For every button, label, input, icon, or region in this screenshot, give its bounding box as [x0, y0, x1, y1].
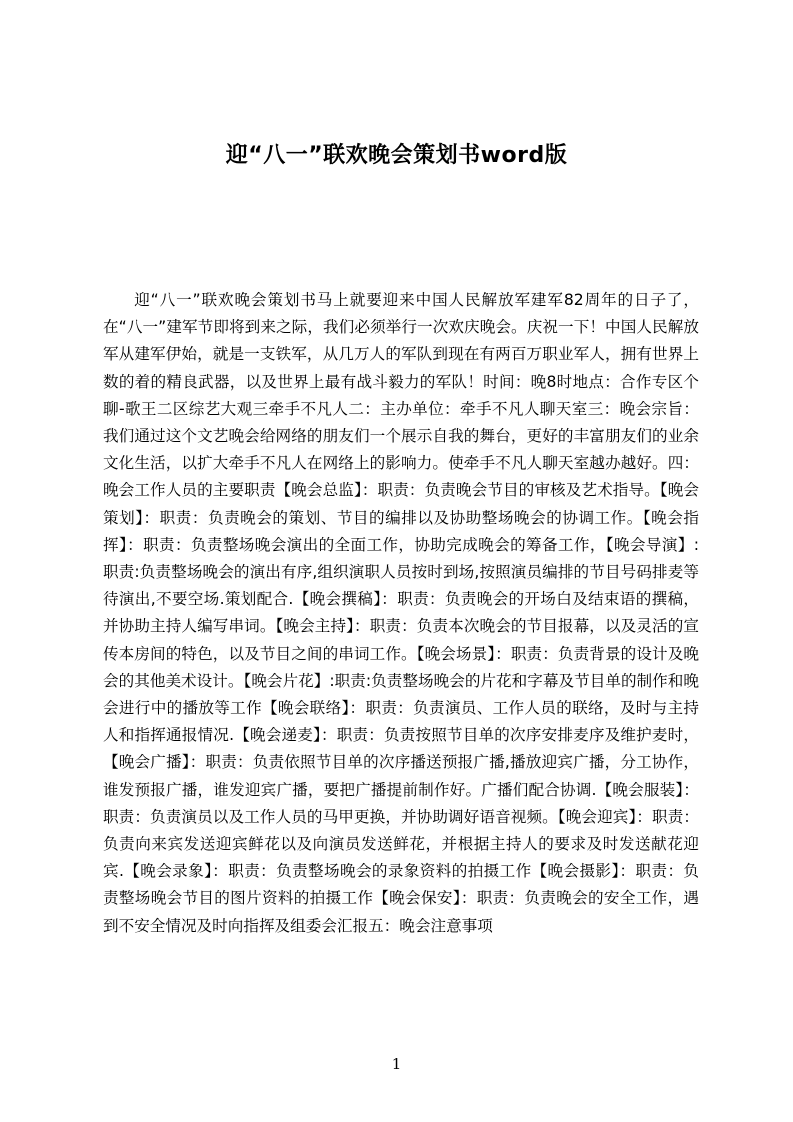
body-paragraph: 迎“八一”联欢晚会策划书马上就要迎来中国人民解放军建军82周年的日子了，在“八一”建军节即将到来之际，我们必须举行一次欢庆晚会。庆祝一下！中国人民解放军从建军伊始，就是一支铁军，从几万人的军队到现在有两百万职业军人，拥有世界上数的着的精良武器，以及世界上最有战斗毅力的军队！时间：晚8时地点：合作专区个聊-歌王二区综艺大观三牵手不凡人二：主办单位：牵手不凡人聊天室三：晚会宗旨：我们通过这个文艺晚会给网络的朋友们一个展示自我的舞台，更好的丰富朋友们的业余文化生活，以扩大牵手不凡人在网络上的影响力。使牵手不凡人聊天室越办越好。四：晚会工作人员的主要职责【晚会总监】：职责：负责晚会节目的审核及艺术指导。【晚会策划】：职责：负责晚会的策划、节目的编排以及协助整场晚会的协调工作。【晚会指挥】：职责：负责整场晚会演出的全面工作，协助完成晚会的筹备工作，【晚会导演】:职责:负责整场晚会的演出有序,组织演职人员按时到场,按照演员编排的节目号码排麦等待演出,不要空场.策划配合.【晚会撰稿】：职责：负责晚会的开场白及结束语的撰稿，并协助主持人编写串词。【晚会主持】：职责：负责本次晚会的节目报幕，以及灵活的宣传本房间的特色，以及节目之间的串词工作。【晚会场景】：职责：负责背景的设计及晚会的其他美术设计。【晚会片花】:职责:负责整场晚会的片花和字幕及节目单的制作和晚会进行中的播放等工作【晚会联络】：职责：负责演员、工作人员的联络，及时与主持人和指挥通报情况.【晚会递麦】：职责：负责按照节目单的次序安排麦序及维护麦时，【晚会广播】：职责：负责依照节目单的次序播送预报广播,播放迎宾广播，分工协作，谁发预报广播，谁发迎宾广播，要把广播提前制作好。广播们配合协调.【晚会服装】：职责：负责演员以及工作人员的马甲更换，并协助调好语音视频。【晚会迎宾】：职责：负责向来宾发送迎宾鲜花以及向演员发送鲜花，并根据主持人的要求及时发送献花迎宾.【晚会录象】：职责：负责整场晚会的录象资料的拍摄工作【晚会摄影】：职责：负责整场晚会节目的图片资料的拍摄工作【晚会保安】：职责：负责晚会的安全工作，遇到不安全情况及时向指挥及组委会汇报五：晚会注意事项: [103, 291, 699, 935]
page-number: 1: [391, 1055, 402, 1073]
document-title: 迎“八一”联欢晚会策划书word版: [225, 143, 568, 168]
